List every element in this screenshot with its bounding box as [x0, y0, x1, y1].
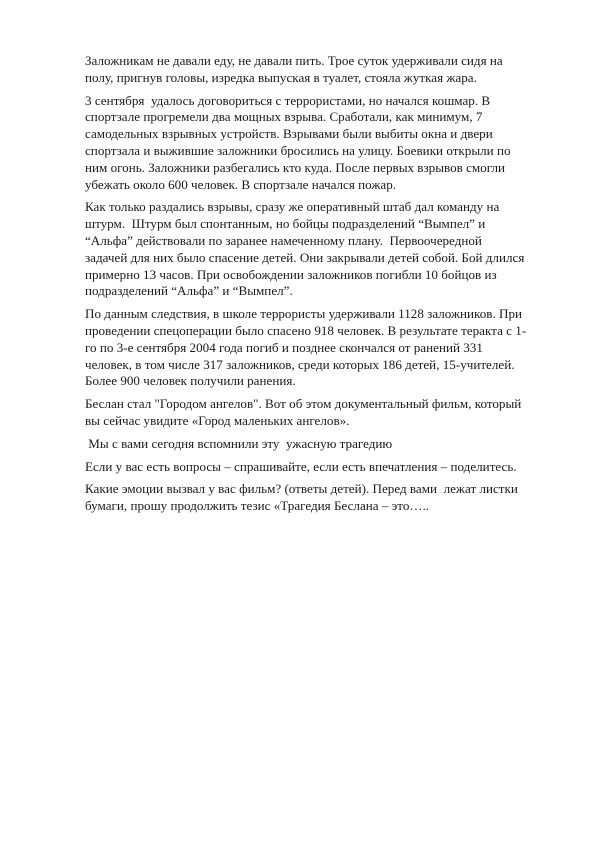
paragraph [85, 199, 555, 300]
text-line: самодельных взрывных устройств. Взрывами были выбиты окна и двери [85, 126, 493, 142]
paragraph [85, 481, 555, 515]
text-line: 3 сентября удалось договориться с террористами, но начался кошмар. В [85, 92, 491, 108]
text-line: Более 900 человек получили ранения. [85, 373, 296, 389]
text-line: задачей для них было спасение детей. Они закрывали детей собой. Бой длился [85, 249, 525, 265]
text-line: Если у вас есть вопросы – спрашивайте, если есть впечатления – поделитесь. [85, 458, 517, 474]
paragraph [85, 459, 555, 476]
paragraph [85, 436, 555, 453]
text-line: Мы с вами сегодня вспомнили эту ужасную трагедию [85, 435, 393, 451]
text-line: примерно 13 часов. При освобождении заложников погибли 10 бойцов из [85, 266, 497, 282]
text-line: проведении спецоперации было спасено 918 человек. В результате теракта с 1- [85, 322, 527, 338]
text-line: “Альфа” действовали по заранее намеченному плану. Первоочередной [85, 232, 482, 248]
paragraph [85, 53, 555, 87]
text-line: штурм. Штурм был спонтанным, но бойцы подразделений “Вымпел” и [85, 216, 486, 232]
paragraph [85, 396, 555, 430]
text-line: вы сейчас увидите «Город маленьких ангелов». [85, 412, 350, 428]
text-line: ним огонь. Заложники разбегались кто куда. После первых взрывов смогли [85, 159, 505, 175]
text-line: подразделений “Альфа” и “Вымпел”. [85, 283, 293, 299]
text-line: По данным следствия, в школе террористы удерживали 1128 заложников. При [85, 306, 523, 322]
text-line: человек, в том числе 317 заложников, среди которых 186 детей, 15-учителей. [85, 356, 515, 372]
text-line: убежать около 600 человек. В спортзале начался пожар. [85, 176, 397, 192]
document-body [85, 53, 555, 521]
text-line: Как только раздались взрывы, сразу же оперативный штаб дал команду на [85, 199, 500, 215]
text-line: Беслан стал "Городом ангелов". Вот об этом документальный фильм, который [85, 396, 522, 412]
text-line: го по 3-е сентября 2004 года погиб и позднее скончался от ранений 331 [85, 339, 483, 355]
text-line: спортзала и выжившие заложники бросились на улицу. Боевики открыли по [85, 142, 511, 158]
text-line: полу, пригнув головы, изредка выпуская в туалет, стояла жуткая жара. [85, 69, 477, 85]
paragraph [85, 306, 555, 390]
text-line: Какие эмоции вызвал у вас фильм? (ответы детей). Перед вами лежат листки [85, 481, 518, 497]
text-line: Заложникам не давали еду, не давали пить. Трое суток удерживали сидя на [85, 53, 503, 68]
text-line: бумаги, прошу продолжить тезис «Трагедия Беслана – это….. [85, 498, 430, 514]
paragraph [85, 93, 555, 194]
text-line: спортзале прогремели два мощных взрыва. Сработали, как минимум, 7 [85, 109, 483, 125]
